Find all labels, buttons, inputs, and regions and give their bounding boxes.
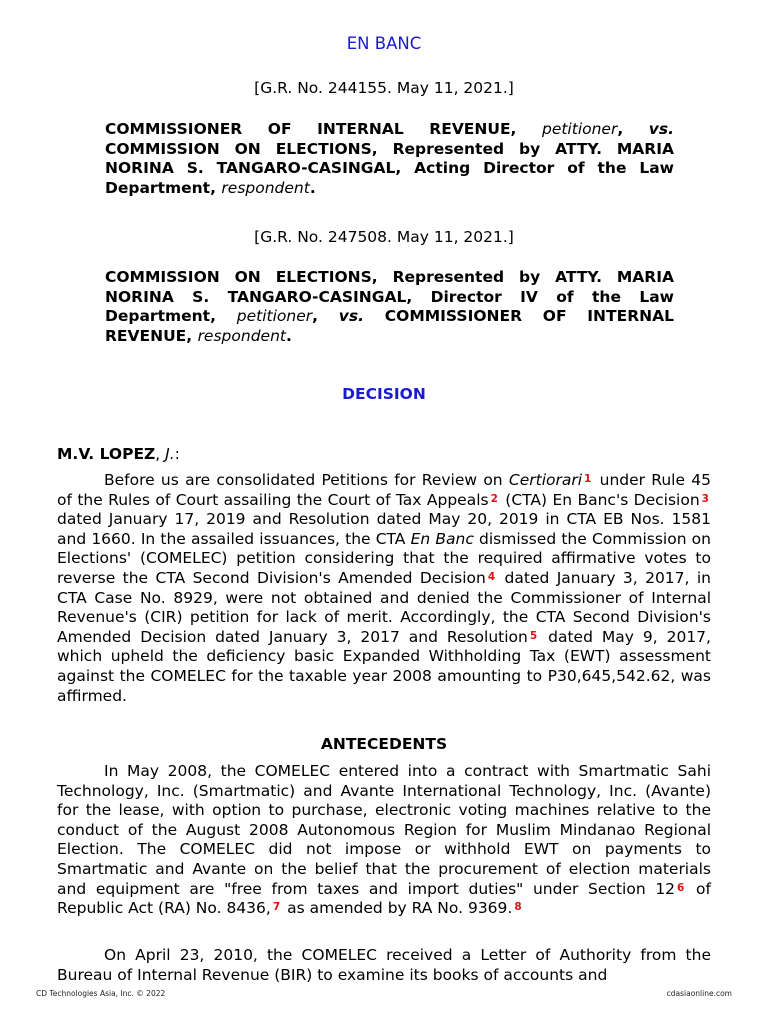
- footnote-link-8[interactable]: 8: [514, 901, 522, 914]
- p1-text-7: dated May 9, 2017, which upheld the deficiency basic Expanded Withholding Tax (EWT) assessment against the COMELEC for the taxable year 2008 amounting to P30,645,542.62, was affirmed.: [57, 627, 711, 705]
- p1-text-4: dated January 17, 2019 and Resolution dated May 20, 2019 in CTA EB Nos. 1581 and 1660. In the assailed issuances, the CTA: [57, 510, 711, 548]
- footnote-link-1[interactable]: 1: [584, 473, 592, 485]
- case-number-1: [G.R. No. 244155. May 11, 2021.]: [254, 79, 514, 97]
- case1-parties: COMMISSIONER OF INTERNAL REVENUE, petitioner, vs. COMMISSION ON ELECTIONS, Represented by ATTY. MARIA NORINA S. TANGARO-CASINGAL, Acting Director of the Law Department, respondent.: [105, 120, 674, 197]
- paragraph-3: [57, 946, 711, 985]
- case1-petitioner: COMMISSIONER OF INTERNAL REVENUE: [105, 120, 511, 138]
- ponente-name: M.V. LOPEZ: [57, 445, 156, 463]
- paragraph-2: [57, 762, 711, 919]
- decision-title: DECISION: [342, 385, 426, 403]
- footnote-link-7[interactable]: 7: [272, 901, 281, 914]
- footer-site: cdasiaonline.com: [666, 989, 732, 998]
- case2-petitioner-role: petitioner: [236, 307, 313, 326]
- case1-versus: vs.: [648, 120, 674, 138]
- p1-text-6: dated January 3, 2017, in CTA Case No. 8929, were not obtained and denied the Commissioner of Internal Revenue's (CIR) petition for lack of merit. Accordingly, the CTA Second Division's Amended Decision dated January 3, 2017 and Resolution: [57, 568, 711, 646]
- case-number-2: [G.R. No. 247508. May 11, 2021.]: [254, 228, 514, 246]
- case2-respondent: COMMISSIONER OF INTERNAL REVENUE: [105, 307, 674, 345]
- case2-petitioner: COMMISSION ON ELECTIONS, Represented by ATTY. MARIA NORINA S. TANGARO-CASINGAL, Director IV of the Law Department: [105, 268, 674, 326]
- case2-respondent-role: respondent: [197, 326, 286, 345]
- antecedents-heading: ANTECEDENTS: [320, 735, 448, 753]
- p1-text-1: Before us are consolidated Petitions for Review on: [104, 471, 503, 489]
- p1-text-3: (CTA) En Banc's Decision: [505, 490, 700, 509]
- paragraph-1: [57, 471, 711, 706]
- case2-parties: COMMISSION ON ELECTIONS, Represented by ATTY. MARIA NORINA S. TANGARO-CASINGAL, Director IV of the Law Department, petitioner, vs. COMMISSIONER OF INTERNAL REVENUE, respondent.: [105, 268, 674, 345]
- p1-italic-en-banc: En Banc: [410, 529, 474, 548]
- footnote-link-5[interactable]: 5: [529, 629, 538, 642]
- p1-italic-certiorari: Certiorari: [508, 471, 583, 489]
- footnote-link-2[interactable]: 2: [490, 492, 498, 505]
- footnote-link-3[interactable]: 3: [701, 492, 709, 505]
- ponente: M.V. LOPEZ, J.:: [57, 445, 180, 463]
- case1-respondent: COMMISSION ON ELECTIONS, Represented by ATTY. MARIA NORINA S. TANGARO-CASINGAL, Acting Director of the Law Department: [105, 139, 674, 197]
- p1-text-5: dismissed the Commission on Elections' (COMELEC) petition considering that the required affirmative votes to reverse the CTA Second Division's Amended Decision: [57, 529, 711, 587]
- p2-text-1: In May 2008, the COMELEC entered into a contract with Smartmatic Sahi Technology, Inc. (Smartmatic) and Avante International Technology, Inc. (Avante) for the lease, with option to purchase, electronic voting machines relative to the conduct of the August 2008 Autonomous Region for Muslim Mindanao Regional Election. The COMELEC did not impose or withhold EWT on payments to Smartmatic and Avante on the belief that the procurement of election materials and equipment are "free from taxes and import duties" under Section 12: [57, 762, 711, 898]
- p1-text-2: under Rule 45 of the Rules of Court assailing the Court of Tax Appeals: [57, 471, 711, 509]
- footnote-link-6[interactable]: 6: [677, 881, 685, 894]
- court-division: EN BANC: [346, 34, 422, 53]
- p2-text-2: of Republic Act (RA) No. 8436,: [57, 879, 711, 918]
- p2-text-3: as amended by RA No. 9369.: [287, 899, 513, 918]
- case2-versus: vs.: [338, 307, 364, 326]
- p3-text-1: On April 23, 2010, the COMELEC received a Letter of Authority from the Bureau of Internal Revenue (BIR) to examine its books of accounts and: [57, 946, 711, 984]
- footer-copyright: CD Technologies Asia, Inc. © 2022: [36, 989, 166, 998]
- case1-petitioner-role: petitioner: [541, 120, 618, 138]
- ponente-title: J.: [165, 445, 175, 463]
- case1-respondent-role: respondent: [221, 178, 310, 197]
- footnote-link-4[interactable]: 4: [487, 570, 496, 583]
